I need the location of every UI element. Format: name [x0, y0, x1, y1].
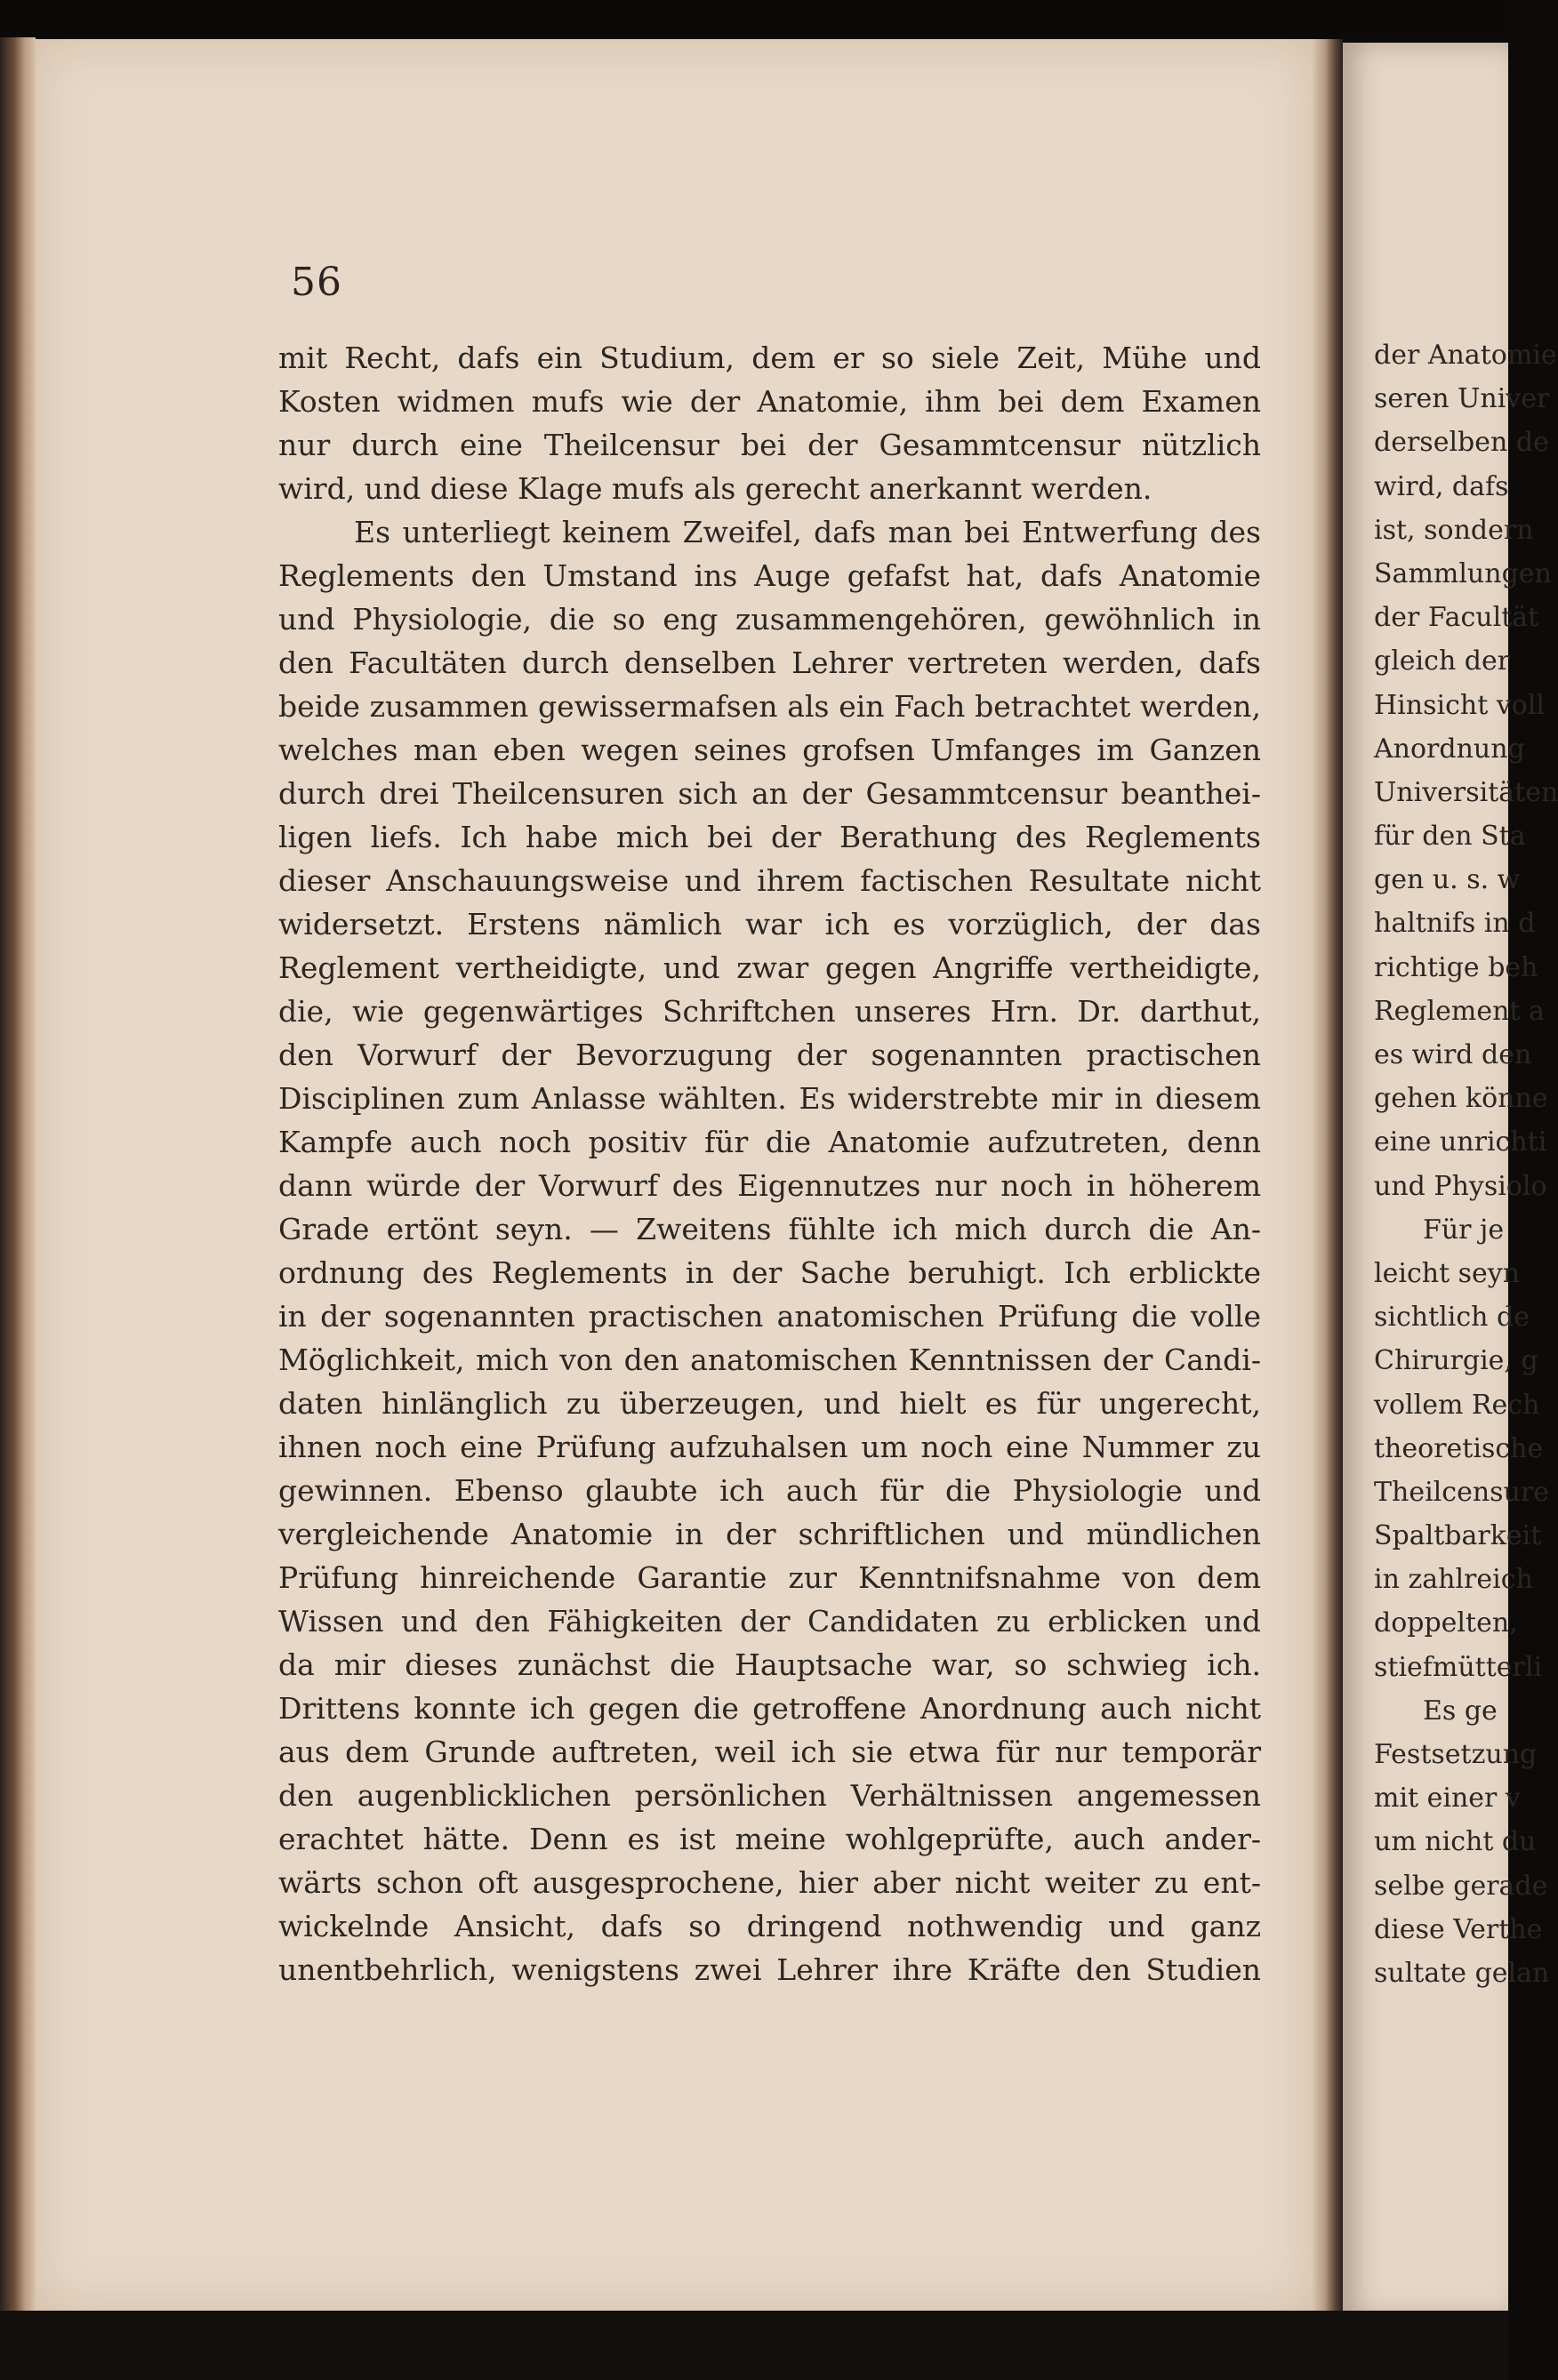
facing-text-line: vollem Rech	[1374, 1389, 1540, 1421]
facing-page-text	[1374, 333, 1558, 1995]
text-line: erachtet hätte. Denn es ist meine wohlgeprüfte, auch ander-	[278, 1822, 1261, 1856]
text-line: Wissen und den Fähigkeiten der Candidaten zu erblicken und	[278, 1604, 1261, 1639]
facing-text-line: mit einer v	[1374, 1783, 1521, 1815]
facing-text-line: Universitäten	[1374, 776, 1558, 808]
text-line: widersetzt. Erstens nämlich war ich es vorzüglich, der das	[278, 907, 1261, 942]
text-line: Kosten widmen mufs wie der Anatomie, ihm bei dem Examen	[278, 384, 1261, 419]
facing-text-line: theoretische	[1374, 1432, 1544, 1464]
text-line: Disciplinen zum Anlasse wählten. Es widerstrebte mir in diesem	[278, 1081, 1261, 1116]
text-line: und Physiologie, die so eng zusammengehören, gewöhnlich in	[278, 602, 1261, 637]
text-line: Reglement vertheidigte, und zwar gegen Angriffe vertheidigte,	[278, 950, 1261, 985]
text-line: vergleichende Anatomie in der schriftlichen und mündlichen	[278, 1517, 1261, 1551]
text-line: aus dem Grunde auftreten, weil ich sie etwa für nur temporär	[278, 1735, 1261, 1769]
facing-text-line: Festsetzung	[1374, 1739, 1538, 1770]
facing-text-line: Reglement a	[1374, 995, 1545, 1027]
text-line: Kampfe auch noch positiv für die Anatomie aufzutreten, denn	[278, 1125, 1261, 1159]
facing-text-line: doppelten,	[1374, 1607, 1518, 1639]
text-line: dieser Anschauungsweise und ihrem factischen Resultate nicht	[278, 863, 1261, 898]
facing-text-line: Hinsicht voll	[1374, 689, 1545, 721]
facing-text-line: stiefmütterli	[1374, 1651, 1543, 1683]
text-line: welches man eben wegen seines grofsen Umfanges im Ganzen	[278, 733, 1261, 767]
paragraph-start-line: Es unterliegt keinem Zweifel, dafs man bei Entwerfung des	[354, 515, 1261, 549]
facing-text-line: Sammlungen	[1374, 557, 1552, 589]
facing-text-line: Theilcensure	[1374, 1476, 1549, 1508]
facing-text-line: Chirurgie, g	[1374, 1345, 1538, 1377]
facing-text-line: es wird den	[1374, 1039, 1532, 1070]
text-line: daten hinlänglich zu überzeugen, und hielt es für ungerecht,	[278, 1386, 1261, 1421]
facing-text-line: haltnifs in d	[1374, 908, 1536, 940]
facing-text-line: Für je	[1423, 1214, 1505, 1246]
text-line: dann würde der Vorwurf des Eigennutzes nur noch in höherem	[278, 1168, 1261, 1203]
text-line: wärts schon oft ausgesprochene, hier aber nicht weiter zu ent-	[278, 1865, 1261, 1900]
facing-text-line: gleich der	[1374, 645, 1511, 677]
facing-text-line: für den Sta	[1374, 821, 1526, 853]
facing-text-line: leicht seyn	[1374, 1257, 1521, 1289]
facing-text-line: gen u. s. w	[1374, 864, 1521, 896]
text-line: wickelnde Ansicht, dafs so dringend nothwendig und ganz	[278, 1909, 1261, 1943]
facing-text-line: um nicht du	[1374, 1826, 1537, 1858]
facing-text-line: seren Univer	[1374, 383, 1550, 415]
text-line: mit Recht, dafs ein Studium, dem er so siele Zeit, Mühe und	[278, 341, 1261, 375]
text-line: ligen liefs. Ich habe mich bei der Berathung des Reglements	[278, 820, 1261, 854]
facing-text-line: und Physiolo	[1374, 1170, 1547, 1202]
facing-text-line: der Facultät	[1374, 602, 1539, 634]
text-line: ihnen noch eine Prüfung aufzuhalsen um noch eine Nummer zu	[278, 1430, 1261, 1464]
facing-text-line: derselben de	[1374, 427, 1549, 459]
text-line: in der sogenannten practischen anatomischen Prüfung die volle	[278, 1299, 1261, 1334]
text-line: nur durch eine Theilcensur bei der Gesammtcensur nützlich	[278, 428, 1261, 462]
facing-text-line: wird, dafs	[1374, 470, 1509, 502]
facing-text-line: diese Verthe	[1374, 1913, 1543, 1945]
text-line: gewinnen. Ebenso glaubte ich auch für die Physiologie und	[278, 1473, 1261, 1508]
facing-text-line: sichtlich de	[1374, 1302, 1530, 1334]
text-line: Drittens konnte ich gegen die getroffene Anordnung auch nicht	[278, 1691, 1261, 1726]
facing-text-line: Es ge	[1423, 1695, 1498, 1727]
facing-text-line: eine unrichti	[1374, 1126, 1547, 1158]
facing-text-line: selbe gerade	[1374, 1870, 1548, 1902]
text-line: ordnung des Reglements in der Sache beruhigt. Ich erblickte	[278, 1255, 1261, 1290]
text-line: den Facultäten durch denselben Lehrer vertreten werden, dafs	[278, 645, 1261, 680]
text-line: den augenblicklichen persönlichen Verhältnissen angemessen	[278, 1778, 1261, 1813]
text-line: unentbehrlich, wenigstens zwei Lehrer ihre Kräfte den Studien	[278, 1952, 1261, 1987]
text-line: Reglements den Umstand ins Auge gefafst hat, dafs Anatomie	[278, 558, 1261, 593]
facing-text-line: der Anatomie	[1374, 340, 1557, 371]
facing-text-line: in zahlreich	[1374, 1564, 1533, 1596]
facing-text-line: gehen könne	[1374, 1083, 1548, 1115]
page-body-text	[278, 336, 1261, 1991]
text-line: die, wie gegenwärtiges Schriftchen unseres Hrn. Dr. darthut,	[278, 994, 1261, 1029]
text-line: Prüfung hinreichende Garantie zur Kenntnifsnahme von dem	[278, 1560, 1261, 1595]
text-line: Grade ertönt seyn. — Zweitens fühlte ich mich durch die An-	[278, 1212, 1261, 1246]
scan-top-border	[0, 0, 1508, 37]
text-line: den Vorwurf der Bevorzugung der sogenannten practischen	[278, 1038, 1261, 1072]
facing-text-line: ist, sondern	[1374, 514, 1534, 546]
text-line: beide zusammen gewissermafsen als ein Fach betrachtet werden,	[278, 689, 1261, 724]
book-cover-edge	[0, 37, 36, 2380]
text-line: durch drei Theilcensuren sich an der Gesammtcensur beanthei-	[278, 776, 1261, 811]
text-line: da mir dieses zunächst die Hauptsache war, so schwieg ich.	[278, 1647, 1261, 1682]
text-line: wird, und diese Klage mufs als gerecht anerkannt werden.	[278, 471, 1152, 506]
facing-text-line: Anordnung	[1374, 733, 1525, 765]
page-number: 56	[291, 260, 342, 305]
facing-text-line: richtige beh	[1374, 951, 1538, 983]
facing-text-line: sultate gelan	[1374, 1957, 1550, 1989]
text-line: Möglichkeit, mich von den anatomischen Kenntnissen der Candi-	[278, 1342, 1261, 1377]
facing-text-line: Spaltbarkeit	[1374, 1520, 1542, 1552]
scan-bottom-border	[0, 2311, 1508, 2380]
book-gutter	[1313, 39, 1343, 2351]
